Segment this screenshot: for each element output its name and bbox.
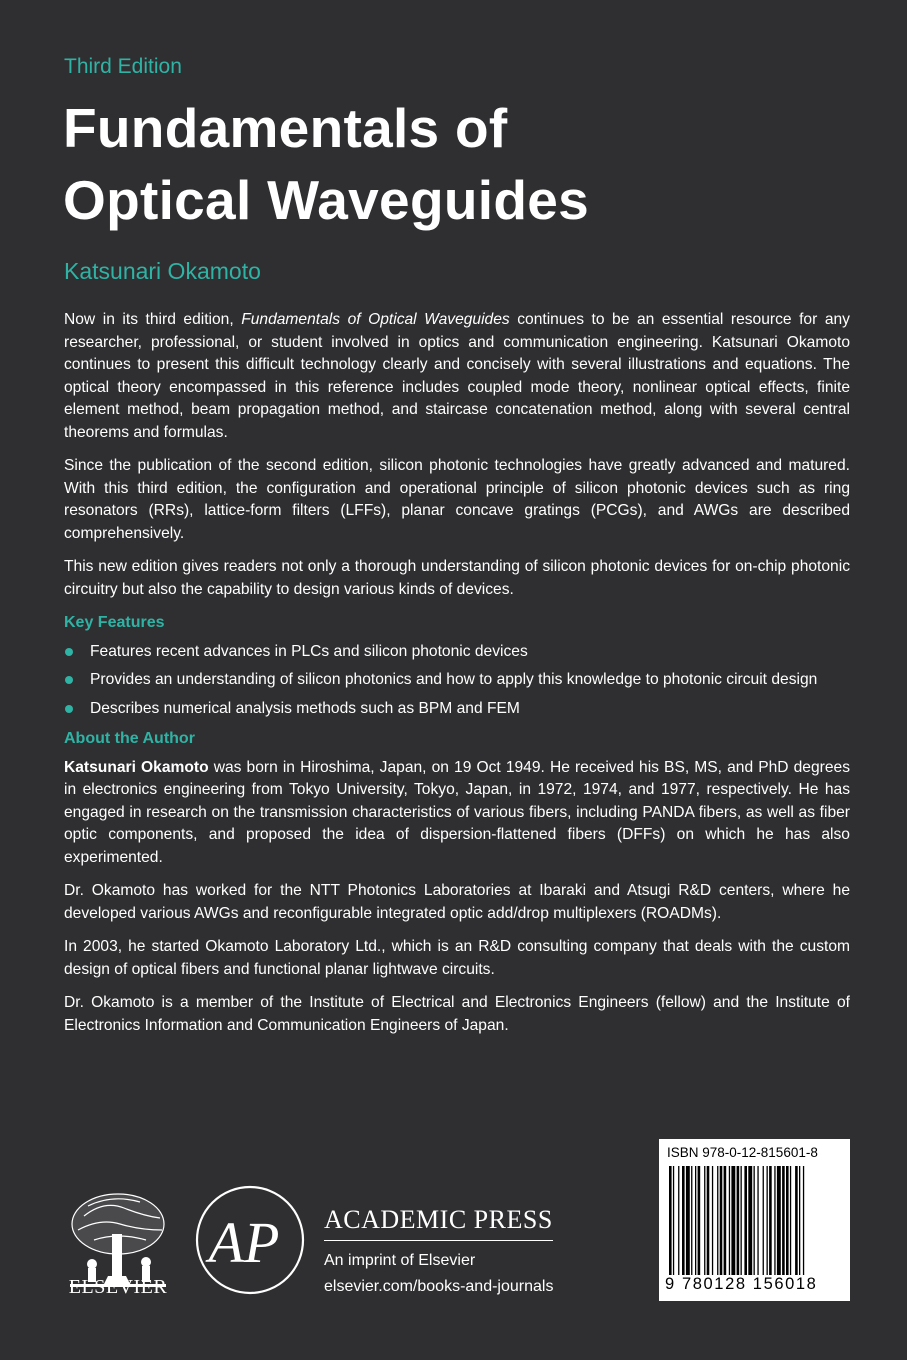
key-features-heading: Key Features (64, 614, 165, 631)
publisher-url: elsevier.com/books-and-journals (324, 1278, 554, 1295)
about-paragraph-4: Dr. Okamoto is a member of the Institute of Electrical and Electronics Engineers (fellow) and the Institute of Electronics Information and Communication Engineers of Japan. (64, 994, 850, 1034)
ap-logo-letters: AP (208, 1210, 280, 1275)
list-item: Describes numerical analysis methods such as BPM and FEM (64, 698, 850, 721)
book-title (63, 92, 589, 236)
about-paragraph-3: In 2003, he started Okamoto Laboratory Ltd., which is an R&D consulting company that deals with the custom design of optical fibers and functional planar lightwave circuits. (64, 938, 850, 978)
description-paragraph-2: Since the publication of the second edition, silicon photonic technologies have greatly advanced and matured. With this third edition, the configuration and operational principle of silicon photonic devices such as ring resonators (RRs), lattice-form filters (LFFs), planar concave gratings (PCGs), and AWGs are described comprehensively. (64, 457, 850, 542)
bullet-icon (65, 648, 73, 656)
book-title-italic: Fundamentals of Optical Waveguides (241, 311, 510, 328)
title-line-2: Optical Waveguides (63, 169, 589, 231)
description-paragraph-3: This new edition gives readers not only a thorough understanding of silicon photonic devices for on-chip photonic circuitry but also the capability to design various kinds of devices. (64, 558, 850, 598)
key-features-list (64, 641, 850, 721)
barcode-bars (669, 1166, 841, 1284)
list-item: Provides an understanding of silicon photonics and how to apply this knowledge to photonic circuit design (64, 669, 850, 692)
edition-label: Third Edition (64, 55, 182, 78)
description-paragraph-1: Now in its third edition, Fundamentals of Optical Waveguides continues to be an essential resource for any researcher, professional, or student involved in optics and communication engineering. Katsunari Okamoto continues to present this difficult technology clearly and concisely with several illustrations and equations. The optical theory encompassed in this reference includes coupled mode theory, nonlinear optical effects, finite element method, beam propagation method, and staircase concatenation method, along with several central theorems and formulas. (64, 311, 850, 441)
bullet-icon (65, 676, 73, 684)
isbn-barcode (659, 1139, 850, 1301)
title-line-1: Fundamentals of (63, 97, 508, 159)
publisher-name: ACADEMIC PRESS (324, 1205, 553, 1241)
list-item: Features recent advances in PLCs and silicon photonic devices (64, 641, 850, 664)
barcode-number: 9 780128 156018 (665, 1275, 845, 1294)
author-name: Katsunari Okamoto (64, 258, 261, 284)
about-author-heading: About the Author (64, 730, 195, 747)
about-paragraph-2: Dr. Okamoto has worked for the NTT Photonics Laboratories at Ibaraki and Atsugi R&D centers, where he developed various AWGs and reconfigurable integrated optic add/drop multiplexers (ROADMs). (64, 882, 850, 922)
imprint-text: An imprint of Elsevier (324, 1252, 476, 1269)
academic-press-logo (194, 1184, 306, 1296)
publisher-block (324, 1205, 553, 1296)
about-paragraph-1: Katsunari Okamoto was born in Hiroshima, Japan, on 19 Oct 1949. He received his BS, MS, and PhD degrees in electronics engineering from Tokyo University, Tokyo, Japan, in 1972, 1974, and 1977, respectively. He has engaged in research on the transmission characteristics of various fibers, including PANDA fibers, as well as fiber optic components, and proposed the idea of dispersion-flattened fibers (DFFs) on which he has also experimented. (64, 758, 850, 866)
elsevier-wordmark: ELSEVIER (68, 1276, 168, 1298)
isbn-text: ISBN 978-0-12-815601-8 (667, 1145, 818, 1160)
bullet-icon (65, 705, 73, 713)
body-text (64, 309, 850, 1048)
